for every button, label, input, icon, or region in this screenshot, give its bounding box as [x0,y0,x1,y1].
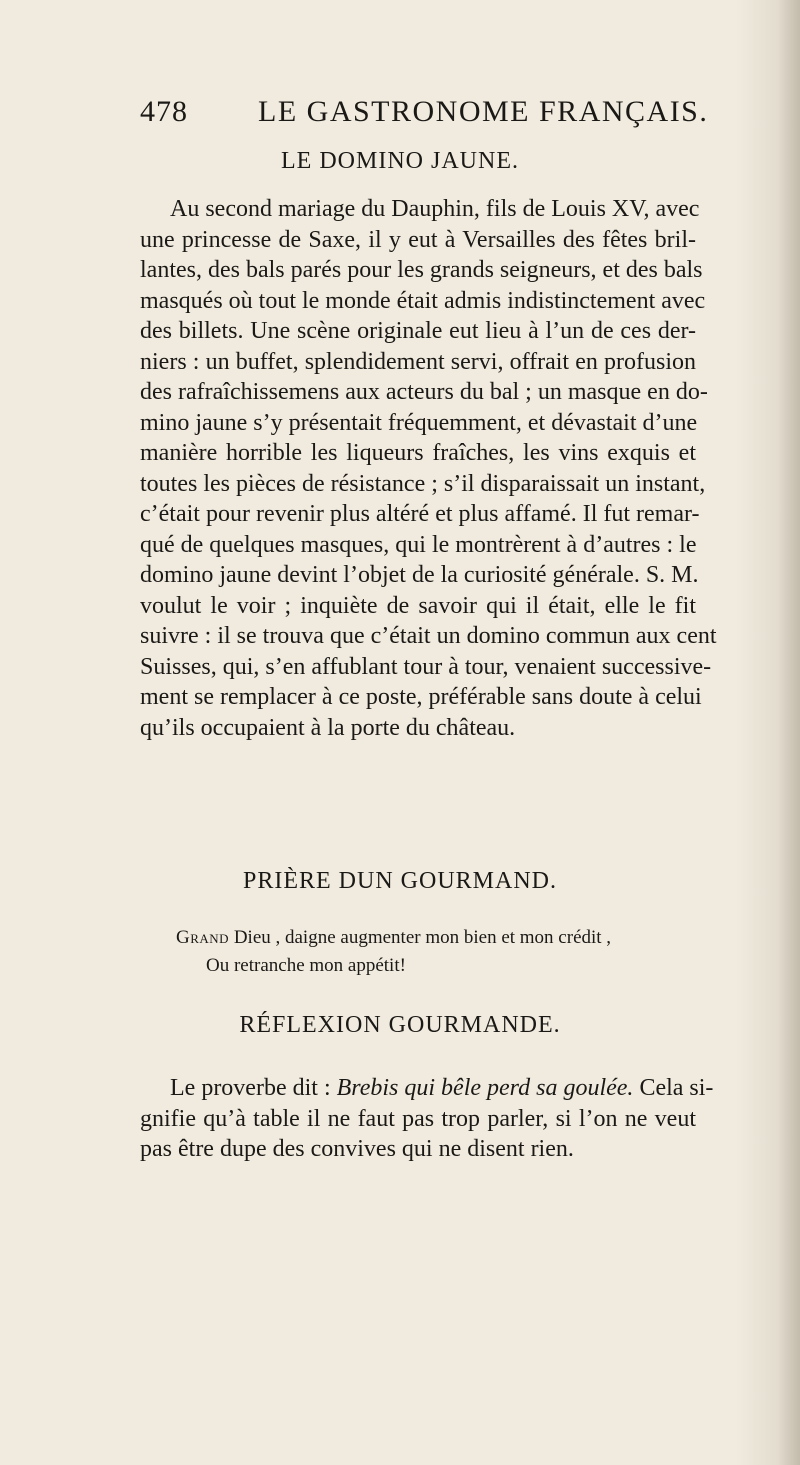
text-line: une princesse de Saxe, il y eut à Versailles des fêtes bril- [140,226,696,253]
text-line: qu’ils occupaient à la porte du château. [140,714,516,741]
paragraph-domino-jaune [140,194,717,743]
paragraph-reflexion [140,1073,714,1165]
proverb-italic: Brebis qui bêle perd sa goulée. [336,1075,634,1101]
page-header [140,92,709,136]
section-title-domino-jaune: LE DOMINO JAUNE. [281,148,519,174]
text-line: c’était pour revenir plus altéré et plus affamé. Il fut remar- [140,501,700,527]
text-line: mino jaune s’y présentait fréquemment, et dévastait d’une [140,409,698,436]
text-line: qué de quelques masques, qui le montrèrent à d’autres : le [140,531,697,558]
text-line: des billets. Une scène originale eut lieu à l’un de ces der- [140,318,696,344]
verse-block [176,924,696,980]
text-line: gnifie qu’à table il ne faut pas trop parler, si l’on ne veut [140,1105,696,1132]
text-line: manière horrible les liqueurs fraîches, les vins exquis et [140,440,696,466]
text-line: Suisses, qui, s’en affublant tour à tour, venaient successive- [140,653,712,680]
text-segment: Le proverbe dit : [170,1075,337,1101]
section-title-reflexion: RÉFLEXION GOURMANDE. [239,1012,561,1038]
text-line: lantes, des bals parés pour les grands seigneurs, et des bals [140,257,703,283]
verse-line-rest: Dieu , daigne augmenter mon bien et mon crédit , [229,927,612,948]
page-number: 478 [140,95,188,128]
verse-line [176,924,696,952]
verse-first-word: Grand [176,927,230,948]
page-edge-shadow [778,0,800,1465]
text-line: suivre : il se trouva que c’était un domino commun aux cent [140,623,717,649]
text-line: masqués où tout le monde était admis indistinctement avec [140,287,706,314]
text-line: pas être dupe des convives qui ne disent rien. [140,1136,574,1162]
text-segment: Cela si- [633,1075,714,1101]
text-line: ment se remplacer à ce poste, préférable sans doute à celui [140,684,702,710]
text-line [140,1073,714,1104]
text-line: toutes les pièces de résistance ; s’il disparaissait un instant, [140,470,706,497]
text-line: voulut le voir ; inquiète de savoir qui il était, elle le fit [140,592,696,619]
verse-line: Ou retranche mon appétit! [206,955,406,976]
section-title-priere: PRIÈRE DUN GOURMAND. [242,868,557,894]
text-line: Au second mariage du Dauphin, fils de Louis XV, avec [170,196,700,222]
running-title: LE GASTRONOME FRANÇAIS. [258,95,709,128]
text-line: niers : un buffet, splendidement servi, offrait en profusion [140,348,696,375]
text-line: des rafraîchissemens aux acteurs du bal ; un masque en do- [140,379,708,405]
text-line: domino jaune devint l’objet de la curiosité générale. S. M. [140,562,699,588]
